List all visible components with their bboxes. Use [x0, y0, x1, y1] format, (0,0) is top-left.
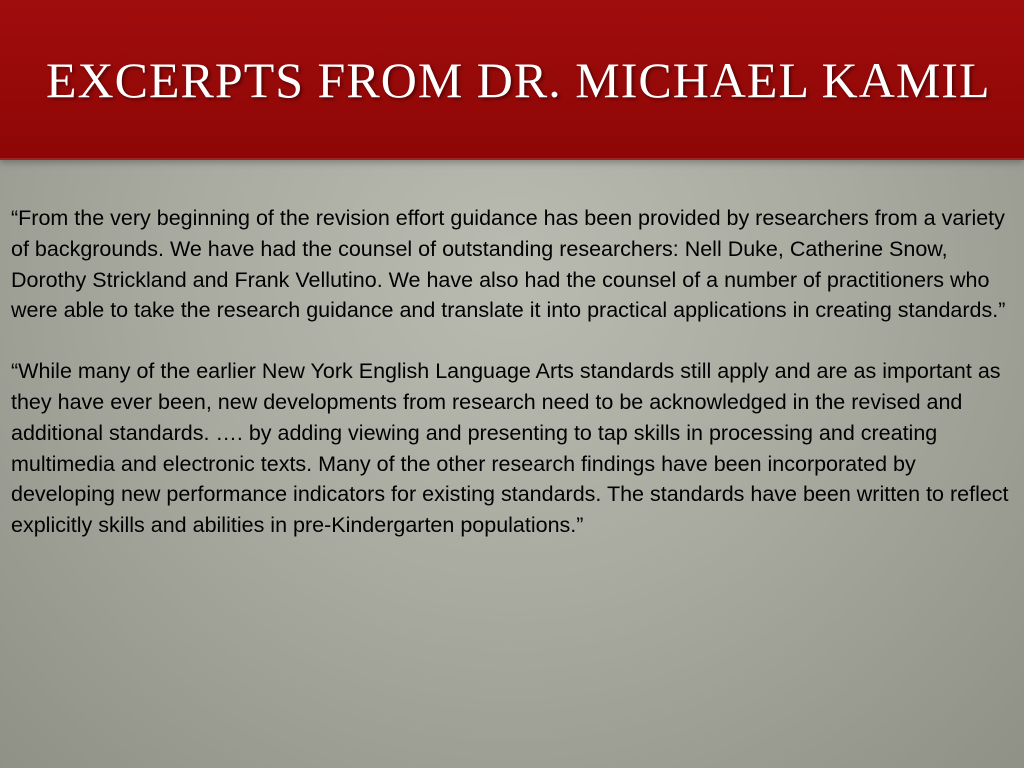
quote-paragraph-1: “From the very beginning of the revision effort guidance has been provided by researchers from a variety of backgrounds. We have had the counsel of outstanding researchers: Nell Duke, Catherine Snow, Dorothy Strickland and Frank Vellutino. We have also had the counsel of a number of practitioners who were able to take the research guidance and translate it into practical applications in creating standards.” — [11, 206, 1006, 323]
slide-body — [11, 203, 1016, 541]
quote-paragraph-2: “While many of the earlier New York English Language Arts standards still apply and are as important as they have ever been, new developments from research need to be acknowledged in the revised and additional standards. …. by adding viewing and presenting to tap skills in processing and creating multimedia and electronic texts. Many of the other research findings have been incorporated by developing new performance indicators for existing standards. The standards have been written to reflect explicitly skills and abilities in pre-Kindergarten populations.” — [11, 359, 1009, 538]
slide-title: EXCERPTS FROM DR. MICHAEL KAMIL — [46, 52, 991, 108]
title-band — [0, 0, 1024, 160]
